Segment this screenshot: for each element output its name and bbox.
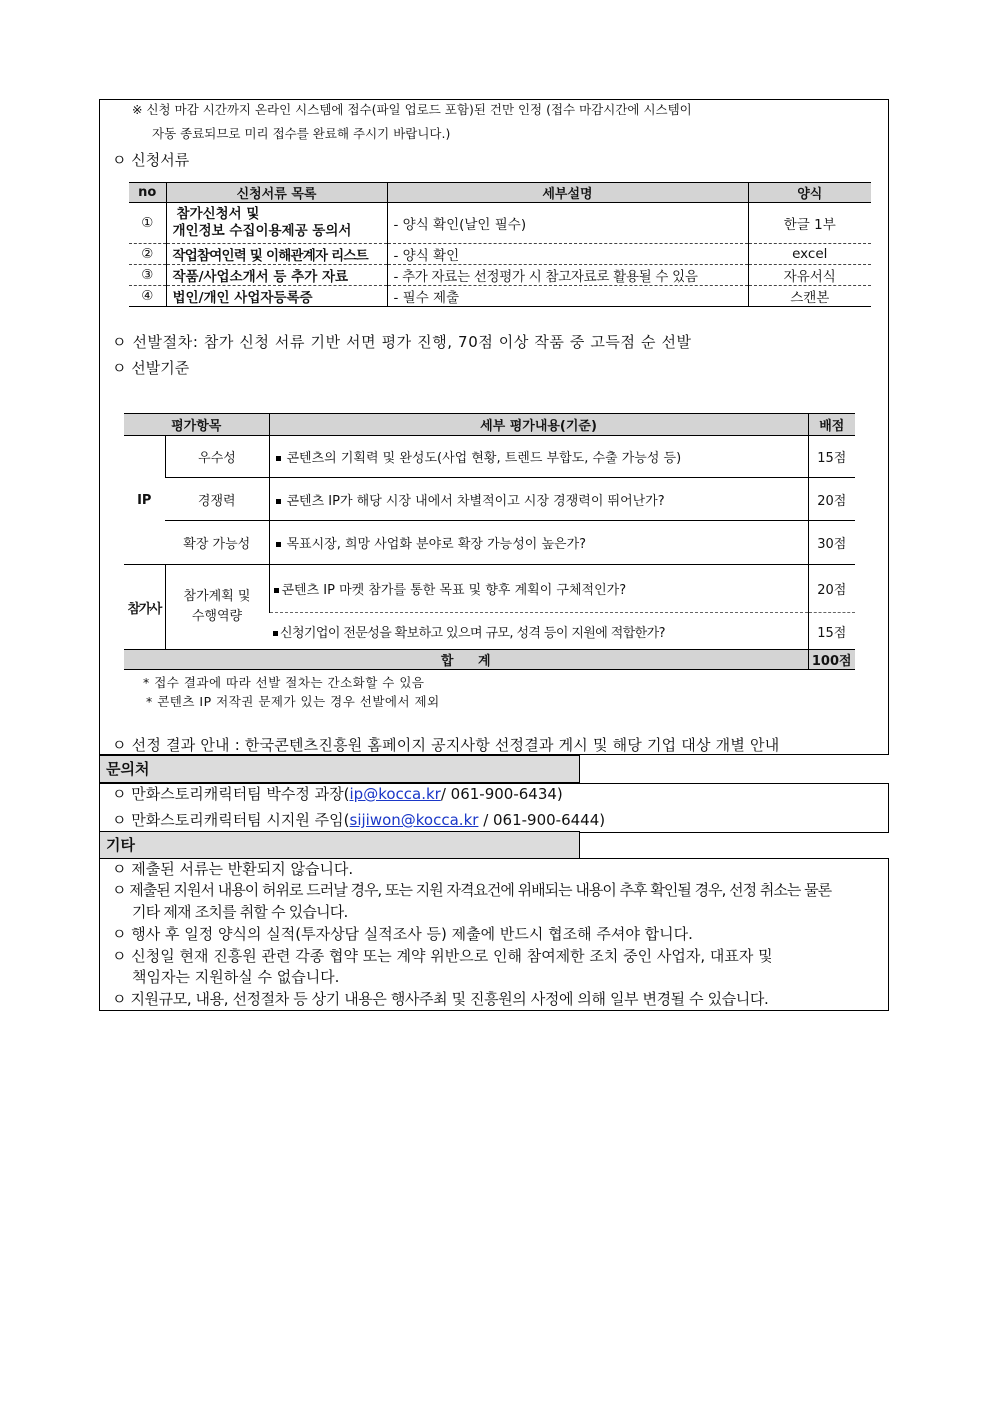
table-row [129,244,871,265]
etc-item: ㅇ 신청일 현재 진흥원 관련 각종 협약 또는 계약 위반으로 인해 참여제한 조치 중인 사업자, 대표자 및 [112,947,773,965]
bullet-square-icon [276,499,281,504]
criteria-detail-text: 목표시장, 희망 사업화 분야로 확장 가능성이 높은가? [286,537,587,552]
contact-prefix: ㅇ 만화스토리캐릭터팀 시지원 주임( [112,811,350,829]
contact-section-title: 문의처 [99,755,580,783]
doc-name: 법인/개인 사업자등록증 [166,286,387,307]
doc-no: ① [129,203,166,244]
criteria-score: 15점 [808,436,855,478]
doc-form: excel [748,244,871,265]
criteria-detail [269,565,808,613]
contact-item [112,784,563,804]
doc-name-line1: 참가신청서 및 [176,206,260,222]
criteria-header-item: 평가항목 [124,414,269,436]
criteria-total-row [124,650,855,670]
docs-heading: ㅇ 신청서류 [112,151,190,169]
criteria-detail [269,436,808,478]
doc-desc: - 양식 확인(날인 필수) [387,203,748,244]
bullet-square-icon [273,631,278,636]
docs-table [129,182,871,307]
etc-item: 책임자는 지원하실 수 없습니다. [132,968,340,986]
criteria-table-header [124,414,855,436]
etc-section-title: 기타 [99,831,580,859]
bullet-square-icon [276,456,281,461]
criteria-note-1: * 접수 결과에 따라 선발 절차는 간소화할 수 있음 [143,675,425,690]
criteria-detail-text: 콘텐츠의 기획력 및 완성도(사업 현황, 트렌드 부합도, 수출 가능성 등) [286,451,682,466]
table-row [124,565,855,613]
notice-line-1: ※ 신청 마감 시간까지 온라인 시스템에 접수(파일 업로드 포함)된 건만 인정 (접수 마감시간에 시스템이 [132,102,692,117]
doc-no: ④ [129,286,166,307]
docs-header-form: 양식 [748,183,871,203]
selection-process: ㅇ 선발절차: 참가 신청 서류 기반 서면 평가 진행, 70점 이상 작품 중 고득점 순 선발 [112,333,692,351]
criteria-total-label: 합 계 [124,650,808,670]
doc-desc: - 양식 확인 [387,244,748,265]
criteria-score: 30점 [808,521,855,565]
etc-item: ㅇ 지원규모, 내용, 선정절차 등 상기 내용은 행사주최 및 진흥원의 사정에 의해 일부 변경될 수 있습니다. [112,990,769,1008]
criteria-item-line1: 참가계획 및 [183,589,251,604]
doc-form: 스캔본 [748,286,871,307]
doc-desc: - 추가 자료는 선정평가 시 참고자료로 활용될 수 있음 [387,265,748,286]
docs-header-desc: 세부설명 [387,183,748,203]
criteria-note-2: * 콘텐츠 IP 저작권 문제가 있는 경우 선발에서 제외 [146,694,440,709]
criteria-score: 15점 [808,613,855,650]
contact-suffix: / 061-900-6444) [478,811,606,829]
contact-item [112,810,605,830]
bullet-square-icon [274,588,279,593]
etc-item: ㅇ 행사 후 일정 양식의 실적(투자상담 실적조사 등) 제출에 반드시 협조해 주셔야 합니다. [112,925,693,943]
criteria-group-ip: IP [124,436,165,565]
table-row [129,265,871,286]
doc-name: 작업참여인력 및 이해관계자 리스트 [166,244,387,265]
table-row [129,286,871,307]
criteria-item: 경쟁력 [165,478,269,521]
criteria-table [124,413,855,670]
criteria-header-score: 배점 [808,414,855,436]
table-row [124,521,855,565]
criteria-score: 20점 [808,565,855,613]
criteria-group-participant: 참가사 [124,565,165,650]
criteria-score: 20점 [808,478,855,521]
docs-header-no: no [129,183,166,203]
criteria-detail [269,478,808,521]
table-row [129,203,871,244]
notice-line-2: 자동 종료되므로 미리 접수를 완료해 주시기 바랍니다.) [152,126,451,141]
contact-suffix: / 061-900-6434) [440,785,563,803]
table-row [124,478,855,521]
bullet-square-icon [276,542,281,547]
etc-item: ㅇ 제출된 서류는 반환되지 않습니다. [112,860,354,878]
docs-table-header [129,183,871,203]
criteria-item: 우수성 [165,436,269,478]
doc-desc: - 필수 제출 [387,286,748,307]
criteria-item-line2: 수행역량 [191,609,243,624]
table-row [124,436,855,478]
email-link[interactable]: ip@kocca.kr [349,785,441,803]
contact-prefix: ㅇ 만화스토리캐릭터팀 박수정 과장( [112,785,350,803]
criteria-detail-text: 콘텐츠 IP가 해당 시장 내에서 차별적이고 시장 경쟁력이 뛰어난가? [286,493,665,509]
doc-form: 자유서식 [748,265,871,286]
doc-name [166,203,387,244]
doc-name: 작품/사업소개서 등 추가 자료 [166,265,387,286]
criteria-detail-text: 콘텐츠 IP 마켓 참가를 통한 목표 및 향후 계획이 구체적인가? [281,583,627,598]
criteria-total-score: 100점 [808,650,855,670]
email-link[interactable]: sijiwon@kocca.kr [349,811,479,829]
criteria-item [165,565,269,650]
etc-item: 기타 제재 조치를 취할 수 있습니다. [132,903,348,921]
criteria-item: 확장 가능성 [165,521,269,565]
criteria-header-detail: 세부 평가내용(기준) [269,414,808,436]
doc-no: ③ [129,265,166,286]
doc-name-line2: 개인정보 수집이용제공 동의서 [172,223,352,239]
doc-form: 한글 1부 [748,203,871,244]
docs-header-name: 신청서류 목록 [166,183,387,203]
doc-no: ② [129,244,166,265]
criteria-detail [269,613,808,650]
etc-item: ㅇ 제출된 지원서 내용이 허위로 드러날 경우, 또는 지원 자격요건에 위배되는 내용이 추후 확인될 경우, 선정 취소는 물론 [112,881,832,899]
criteria-heading: ㅇ 선발기준 [112,359,190,377]
criteria-detail [269,521,808,565]
criteria-detail-text: 신청기업이 전문성을 확보하고 있으며 규모, 성격 등이 지원에 적합한가? [280,625,665,641]
result-notice: ㅇ 선정 결과 안내 : 한국콘텐츠진흥원 홈페이지 공지사항 선정결과 게시 및 해당 기업 대상 개별 안내 [112,736,780,754]
